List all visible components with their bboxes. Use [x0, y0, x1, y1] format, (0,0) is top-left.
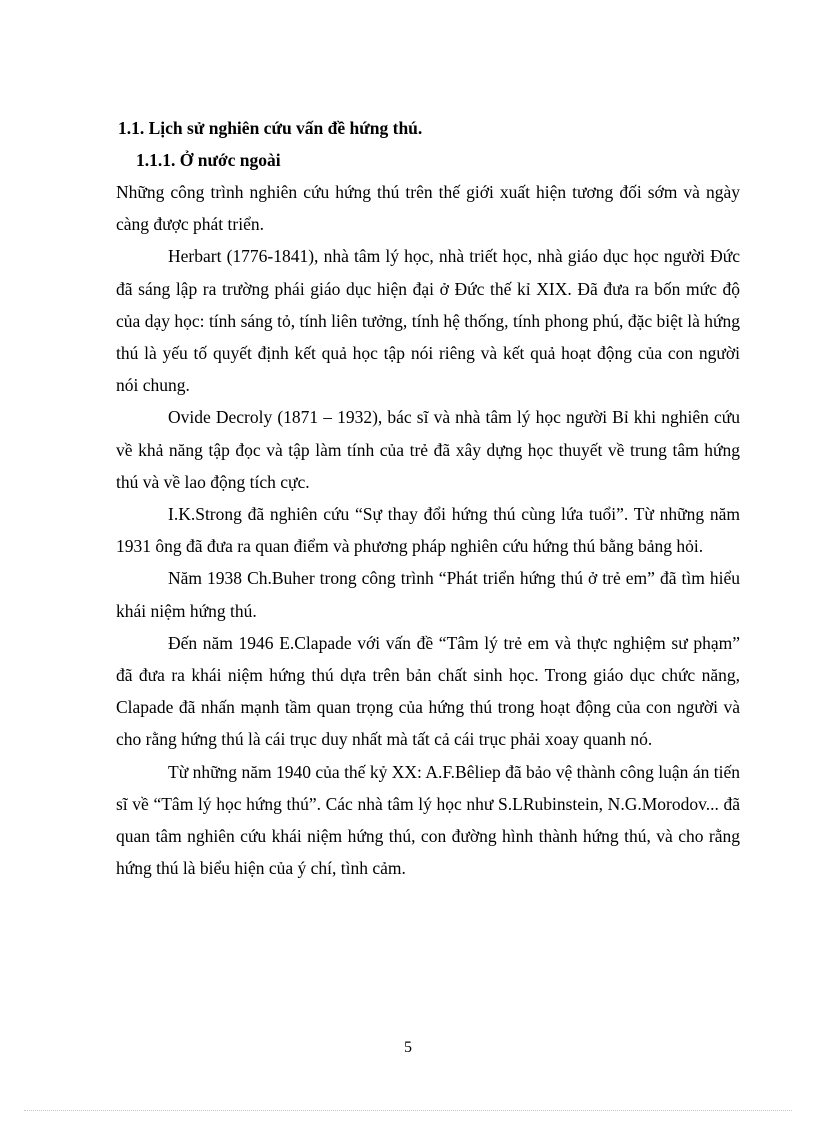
page-bottom-divider	[24, 1110, 792, 1111]
paragraph-herbart: Herbart (1776-1841), nhà tâm lý học, nhà triết học, nhà giáo dục học người Đức đã sáng lập ra trường phái giáo dục hiện đại ở Đức thế kỉ XIX. Đã đưa ra bốn mức độ của dạy học: tính sáng tỏ, tính liên tưởng, tính hệ thống, tính phong phú, đặc biệt là hứng thú là yếu tố quyết định kết quả học tập nói riêng và kết quả hoạt động của con người nói chung.	[116, 246, 740, 396]
paragraph-clapade: Đến năm 1946 E.Clapade với vấn đề “Tâm lý trẻ em và thực nghiệm sư phạm” đã đưa ra khái niệm hứng thú dựa trên bản chất sinh học. Trong giáo dục chức năng, Clapade đã nhấn mạnh tầm quan trọng của hứng thú trong hoạt động của con người và cho rằng hứng thú là cái trục duy nhất mà tất cả cái trục phải xoay quanh nó.	[116, 632, 740, 750]
paragraph-beliep: Từ những năm 1940 của thế kỷ XX: A.F.Bêliep đã bảo vệ thành công luận án tiến sĩ về “Tâm lý học hứng thú”. Các nhà tâm lý học như S.LRubinstein, N.G.Morodov... đã quan tâm nghiên cứu khái niệm hứng thú, con đường hình thành hứng thú, và cho rằng hứng thú là biểu hiện của ý chí, tình cảm.	[116, 761, 740, 879]
paragraph-strong: I.K.Strong đã nghiên cứu “Sự thay đổi hứng thú cùng lứa tuổi”. Từ những năm 1931 ông đã đưa ra quan điểm và phương pháp nghiên cứu hứng thú bằng bảng hỏi.	[116, 504, 740, 557]
paragraph-decroly: Ovide Decroly (1871 – 1932), bác sĩ và nhà tâm lý học người Bỉ khi nghiên cứu về khả năng tập đọc và tập làm tính của trẻ đã xây dựng học thuyết về trung tâm hứng thú và về lao động tích cực.	[116, 407, 740, 492]
section-heading: 1.1. Lịch sử nghiên cứu vấn đề hứng thú.	[118, 118, 423, 138]
page-number: 5	[404, 1039, 412, 1056]
paragraph-intro: Những công trình nghiên cứu hứng thú trên thế giới xuất hiện tương đối sớm và ngày càng được phát triển.	[116, 182, 740, 235]
document-body	[116, 112, 740, 884]
subsection-heading: 1.1.1. Ở nước ngoài	[136, 150, 281, 170]
paragraph-buher: Năm 1938 Ch.Buher trong công trình “Phát triển hứng thú ở trẻ em” đã tìm hiểu khái niệm hứng thú.	[116, 568, 740, 621]
